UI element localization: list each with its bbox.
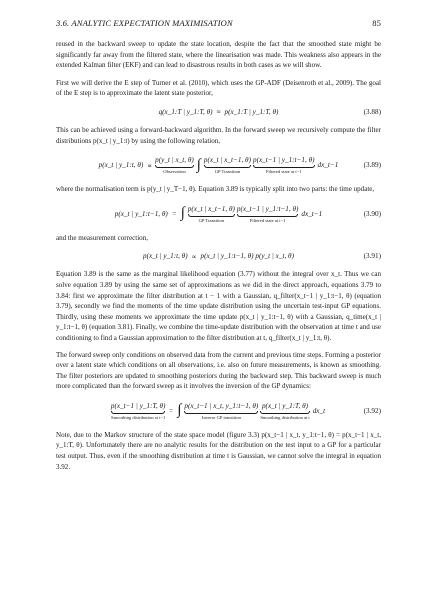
eq389-rel: ∝ [147,161,153,170]
eq390-filtered-term: p(x_t−1 | y_1:t−1, θ) Filtered state at t−1 [236,204,299,223]
eq392-rel: = [168,406,174,415]
integral-sign: ∫ [180,205,185,222]
eq392-differential: dx_t [312,406,326,415]
underbrace [155,165,194,168]
equation-3-91 [56,249,381,263]
paragraph-6: Equation 3.89 is the same as the marginal likelihood equation (3.77) without the integral over x_t. Thus we can solve equation 3.89 by using the same set of approximations as we did in the direct approach, equations 3.79 to 3.84: first we approximate the filter distribution at t − 1 with a Gaussian, q_filter(x_t−1 | y_1:t−1, θ) (equation 3.79), secondly we find the moments of the time update distribution using the uncertain test-input GP equations. Thirdly, using these moments we approximate the time update p(x_t | y_1:t−1, θ) with a Gaussian, q_time(x_t | y_1:t−1, θ) (equation 3.81). Finally, we combine the time-update distribution with the observation at time t and use conditioning to find a Gaussian approximation to the filter distribution at t, q_filter(x_t | y_1:t, θ). [56,270,381,342]
eq390-lhs: p(x_t | y_1:t−1, θ) [114,209,168,218]
eq392-number: (3.92) [363,406,381,415]
underbrace [111,411,166,414]
section-title: 3.6. ANALYTIC EXPECTATION MAXIMISATION [56,18,233,28]
paragraph-3: This can be achieved using a forward-backward algorithm. In the forward sweep we recursively compute the filter distributions p(x_t | y_1:t) by using the following relation, [56,125,381,145]
eq392-inverse-transition-term: p(x_t−1 | x_t, y_1:t−1, θ) Inverse GP transition [184,401,259,420]
integral-sign: ∫ [177,402,182,419]
paragraph-5: and the measurement correction, [56,233,148,242]
paragraph-8: Note, due to the Markov structure of the state space model (figure 3.3) p(x_t−1 | x_t, y_1:t−1, θ) = p(x_t−1 | x_t, y_1:T, θ). Unfortunately there are no analytic results for the distribution on the test input to a GP for a particular test output. Thus, even if the smoothing distribution at time t is Gaussian, we cannot solve the integral in equation 3.92. [56,430,381,471]
eq388-lhs: q(x_1:T | y_1:T, θ) [158,107,213,116]
eq388-number: (3.88) [363,107,381,116]
underbrace [253,165,315,168]
eq391-lhs: p(x_t | y_1:t, θ) [142,252,188,261]
eq392-smoothing-lhs-term: p(x_t−1 | y_1:T, θ) Smoothing distribution at t−1 [110,401,166,420]
paragraph-2: First we will derive the E step of Turner et al. (2010), which uses the GP-ADF (Deisenroth et al., 2009). The goal of the E step is to approximate the latent state posterior, [56,78,381,98]
eq391-number: (3.91) [363,252,381,261]
eq389-lhs: p(x_t | y_1:t, θ) [98,161,144,170]
underbrace [188,214,235,217]
eq390-rel: = [171,209,177,218]
eq392-smoothing-rhs-term: p(x_t | y_1:T, θ) Smoothing distribution at t [260,401,310,420]
paragraph-4: where the normalisation term is p(y_t | y_T−1, θ). Equation 3.89 is typically split into two parts: the time update, [56,185,375,194]
equation-3-92 [56,398,381,424]
page-number: 85 [372,18,381,28]
equation-3-89 [56,152,381,178]
paragraph-7: The forward sweep only conditions on observed data from the current and previous time steps. Forming a posterior over a latent state which conditions on all observations, i.e. also on future measurements, is known as smoothing. The filter posteriors are updated to smoothing posteriors during the backward step. This backward sweep is much more complicated than the forward sweep as it involves the inversion of the GP dynamics: [56,350,381,391]
eq388-rel: ≈ [216,107,221,116]
eq390-number: (3.90) [363,209,381,218]
paragraph-1: reused in the backward sweep to update the state location, despite the fact that the smoothed state might be significantly far away from the filtered state, where the linearisation was made. This weakness also appears in the extended Kalman filter (EKF) and can lead to disastrous results in both cases as we will show. [56,40,381,70]
eq391-rhs: p(x_t | y_1:t−1, θ) p(y_t | x_t, θ) [200,252,294,261]
eq389-transition-term: p(x_t | x_t−1, θ) GP Transition [203,156,251,175]
eq391-rel: ∝ [191,252,197,261]
equation-3-88 [56,105,381,119]
integral-sign: ∫ [196,156,201,173]
eq389-observation-term: p(y_t | x_t, θ) Observation [155,156,194,175]
underbrace [237,214,299,217]
eq390-differential: dx_t−1 [301,209,323,218]
underbrace [204,165,251,168]
eq389-filtered-term: p(x_t−1 | y_1:t−1, θ) Filtered state at t−1 [253,156,315,175]
document-page [56,18,381,472]
underbrace [184,411,258,414]
eq388-rhs: p(x_1:T | y_1:T, θ) [224,107,279,116]
eq390-transition-term: p(x_t | x_t−1, θ) GP Transition [187,204,235,223]
eq389-number: (3.89) [363,161,381,170]
eq389-differential: dx_t−1 [317,161,339,170]
equation-3-90 [56,201,381,227]
underbrace [260,411,309,414]
running-header [56,18,381,28]
